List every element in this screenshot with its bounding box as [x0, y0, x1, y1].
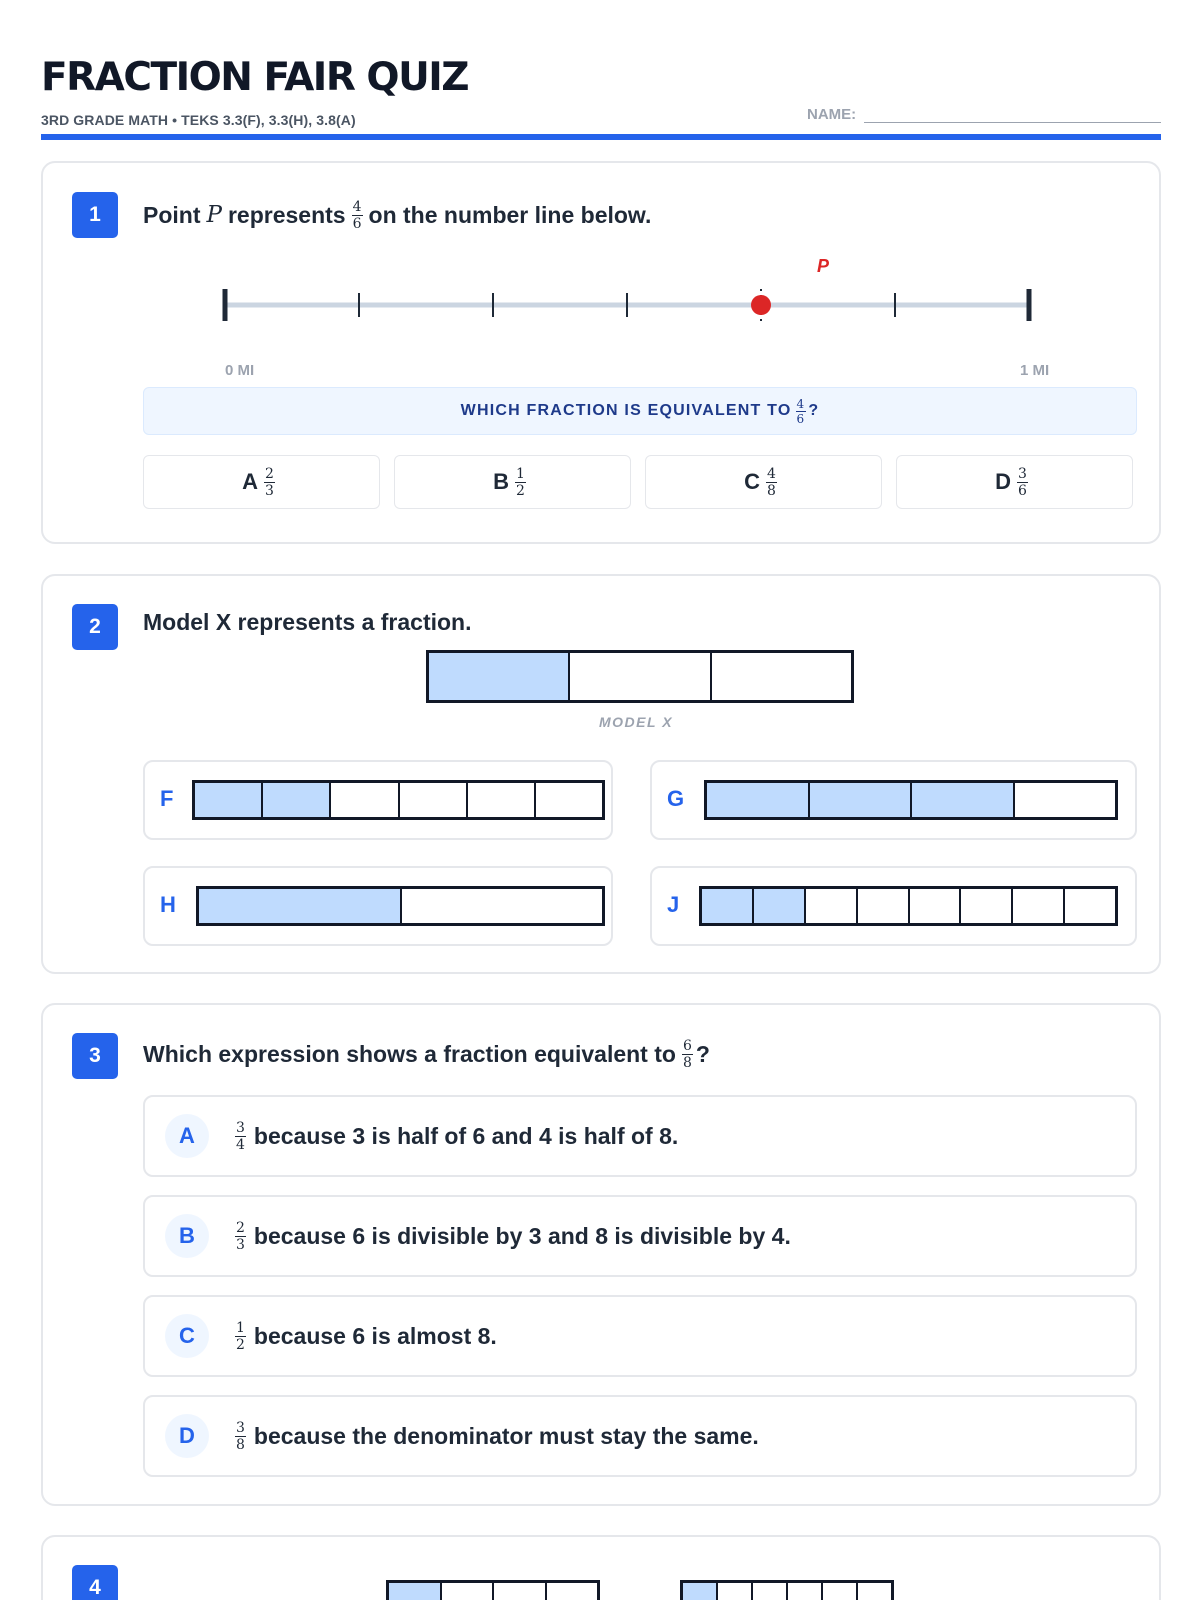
name-label: NAME: — [807, 106, 857, 123]
unshaded-part — [536, 783, 602, 817]
page-title: FRACTION FAIR QUIZ — [41, 55, 469, 100]
quiz-header — [41, 55, 1161, 142]
unshaded-part — [570, 653, 711, 700]
number-line-end-label: 1 MI — [1020, 362, 1050, 379]
fraction: $\frac{4}{8}$ — [766, 465, 776, 499]
unshaded-part — [788, 1583, 823, 1600]
option-letter-badge: A — [165, 1114, 209, 1158]
shaded-part — [429, 653, 570, 700]
fraction: $\frac{2}{3}$ — [264, 465, 274, 499]
number-line — [43, 243, 1163, 363]
unshaded-part — [494, 1583, 547, 1600]
question-2-text: Model X represents a fraction. — [143, 608, 472, 635]
fraction: $\frac{4}{6}$ — [352, 198, 362, 232]
name-field[interactable] — [864, 122, 1161, 123]
fraction: $\frac{6}{8}$ — [682, 1037, 692, 1071]
model-x-caption: MODEL X — [599, 714, 674, 730]
question-4-card — [41, 1535, 1161, 1600]
point-p-label: P — [817, 256, 830, 276]
unshaded-part — [718, 1583, 753, 1600]
answer-option-a[interactable]: A $\frac{3}{4}$ because 3 is half of 6 and 4 is half of 8. — [143, 1095, 1137, 1177]
unshaded-part — [1015, 783, 1116, 817]
answer-option-h[interactable]: H — [143, 866, 613, 946]
option-letter-badge: B — [165, 1214, 209, 1258]
unshaded-part — [961, 889, 1013, 923]
question-number: 2 — [72, 604, 118, 650]
unshaded-part — [547, 1583, 598, 1600]
shaded-part — [199, 889, 402, 923]
option-letter-badge: C — [165, 1314, 209, 1358]
point-p-dot — [751, 295, 771, 315]
fraction: $\frac{4}{6}$ — [796, 396, 806, 426]
unshaded-part — [1013, 889, 1065, 923]
unshaded-part — [1065, 889, 1115, 923]
option-letter-badge: D — [165, 1414, 209, 1458]
question-number: 1 — [72, 192, 118, 238]
fraction-model — [196, 886, 605, 926]
answer-option-j[interactable]: J — [650, 866, 1137, 946]
answer-option-a[interactable]: A $\frac{2}{3}$ — [143, 455, 380, 509]
question-1-card — [41, 161, 1161, 544]
answer-option-c[interactable]: C $\frac{4}{8}$ — [645, 455, 882, 509]
fraction-model — [699, 886, 1118, 926]
answer-option-b[interactable]: B $\frac{1}{2}$ — [394, 455, 631, 509]
unshaded-part — [331, 783, 399, 817]
shaded-part — [754, 889, 806, 923]
question-number: 3 — [72, 1033, 118, 1079]
page-subtitle: 3RD GRADE MATH • TEKS 3.3(F), 3.3(H), 3.8(A) — [41, 112, 356, 128]
shaded-part — [707, 783, 810, 817]
unshaded-part — [400, 783, 468, 817]
shaded-part — [810, 783, 913, 817]
shaded-part — [683, 1583, 718, 1600]
unshaded-part — [442, 1583, 495, 1600]
fraction: $\frac{2}{3}$ — [236, 1219, 245, 1253]
model-x-bar — [426, 650, 854, 703]
unshaded-part — [402, 889, 603, 923]
answer-option-c[interactable]: C $\frac{1}{2}$ because 6 is almost 8. — [143, 1295, 1137, 1377]
unshaded-part — [910, 889, 962, 923]
question-number: 4 — [72, 1565, 118, 1600]
unshaded-part — [858, 889, 910, 923]
fraction: $\frac{1}{2}$ — [515, 465, 525, 499]
shaded-part — [195, 783, 263, 817]
question-1-text: Point P represents $\frac{4}{6}$ on the number line below. — [143, 198, 652, 232]
unshaded-part — [712, 653, 851, 700]
answer-option-d[interactable]: D $\frac{3}{6}$ — [896, 455, 1133, 509]
answer-option-d[interactable]: D $\frac{3}{8}$ because the denominator must stay the same. — [143, 1395, 1137, 1477]
fraction-model — [680, 1580, 894, 1600]
answer-option-f[interactable]: F — [143, 760, 613, 840]
header-rule — [41, 134, 1161, 140]
fraction-model — [704, 780, 1118, 820]
shaded-part — [263, 783, 331, 817]
answer-option-b[interactable]: B $\frac{2}{3}$ because 6 is divisible by 3 and 8 is divisible by 4. — [143, 1195, 1137, 1277]
fraction: $\frac{3}{8}$ — [236, 1419, 245, 1453]
shaded-part — [912, 783, 1015, 817]
fraction: $\frac{1}{2}$ — [236, 1319, 245, 1353]
question-2-card — [41, 574, 1161, 974]
unshaded-part — [468, 783, 536, 817]
question-3-card — [41, 1003, 1161, 1506]
unshaded-part — [753, 1583, 788, 1600]
question-3-text: Which expression shows a fraction equivalent to $\frac{6}{8}$ ? — [143, 1037, 710, 1071]
shaded-part — [389, 1583, 442, 1600]
unshaded-part — [858, 1583, 891, 1600]
fraction-model — [386, 1580, 600, 1600]
unshaded-part — [806, 889, 858, 923]
number-line-start-label: 0 MI — [225, 362, 255, 379]
unshaded-part — [823, 1583, 858, 1600]
point-variable: P — [206, 202, 222, 228]
fraction: $\frac{3}{4}$ — [236, 1119, 245, 1153]
fraction: $\frac{3}{6}$ — [1017, 465, 1027, 499]
fraction-model — [192, 780, 605, 820]
answer-option-g[interactable]: G — [650, 760, 1137, 840]
shaded-part — [702, 889, 754, 923]
equivalent-prompt: WHICH FRACTION IS EQUIVALENT TO $\frac{4}{6}$ ? — [143, 387, 1137, 435]
